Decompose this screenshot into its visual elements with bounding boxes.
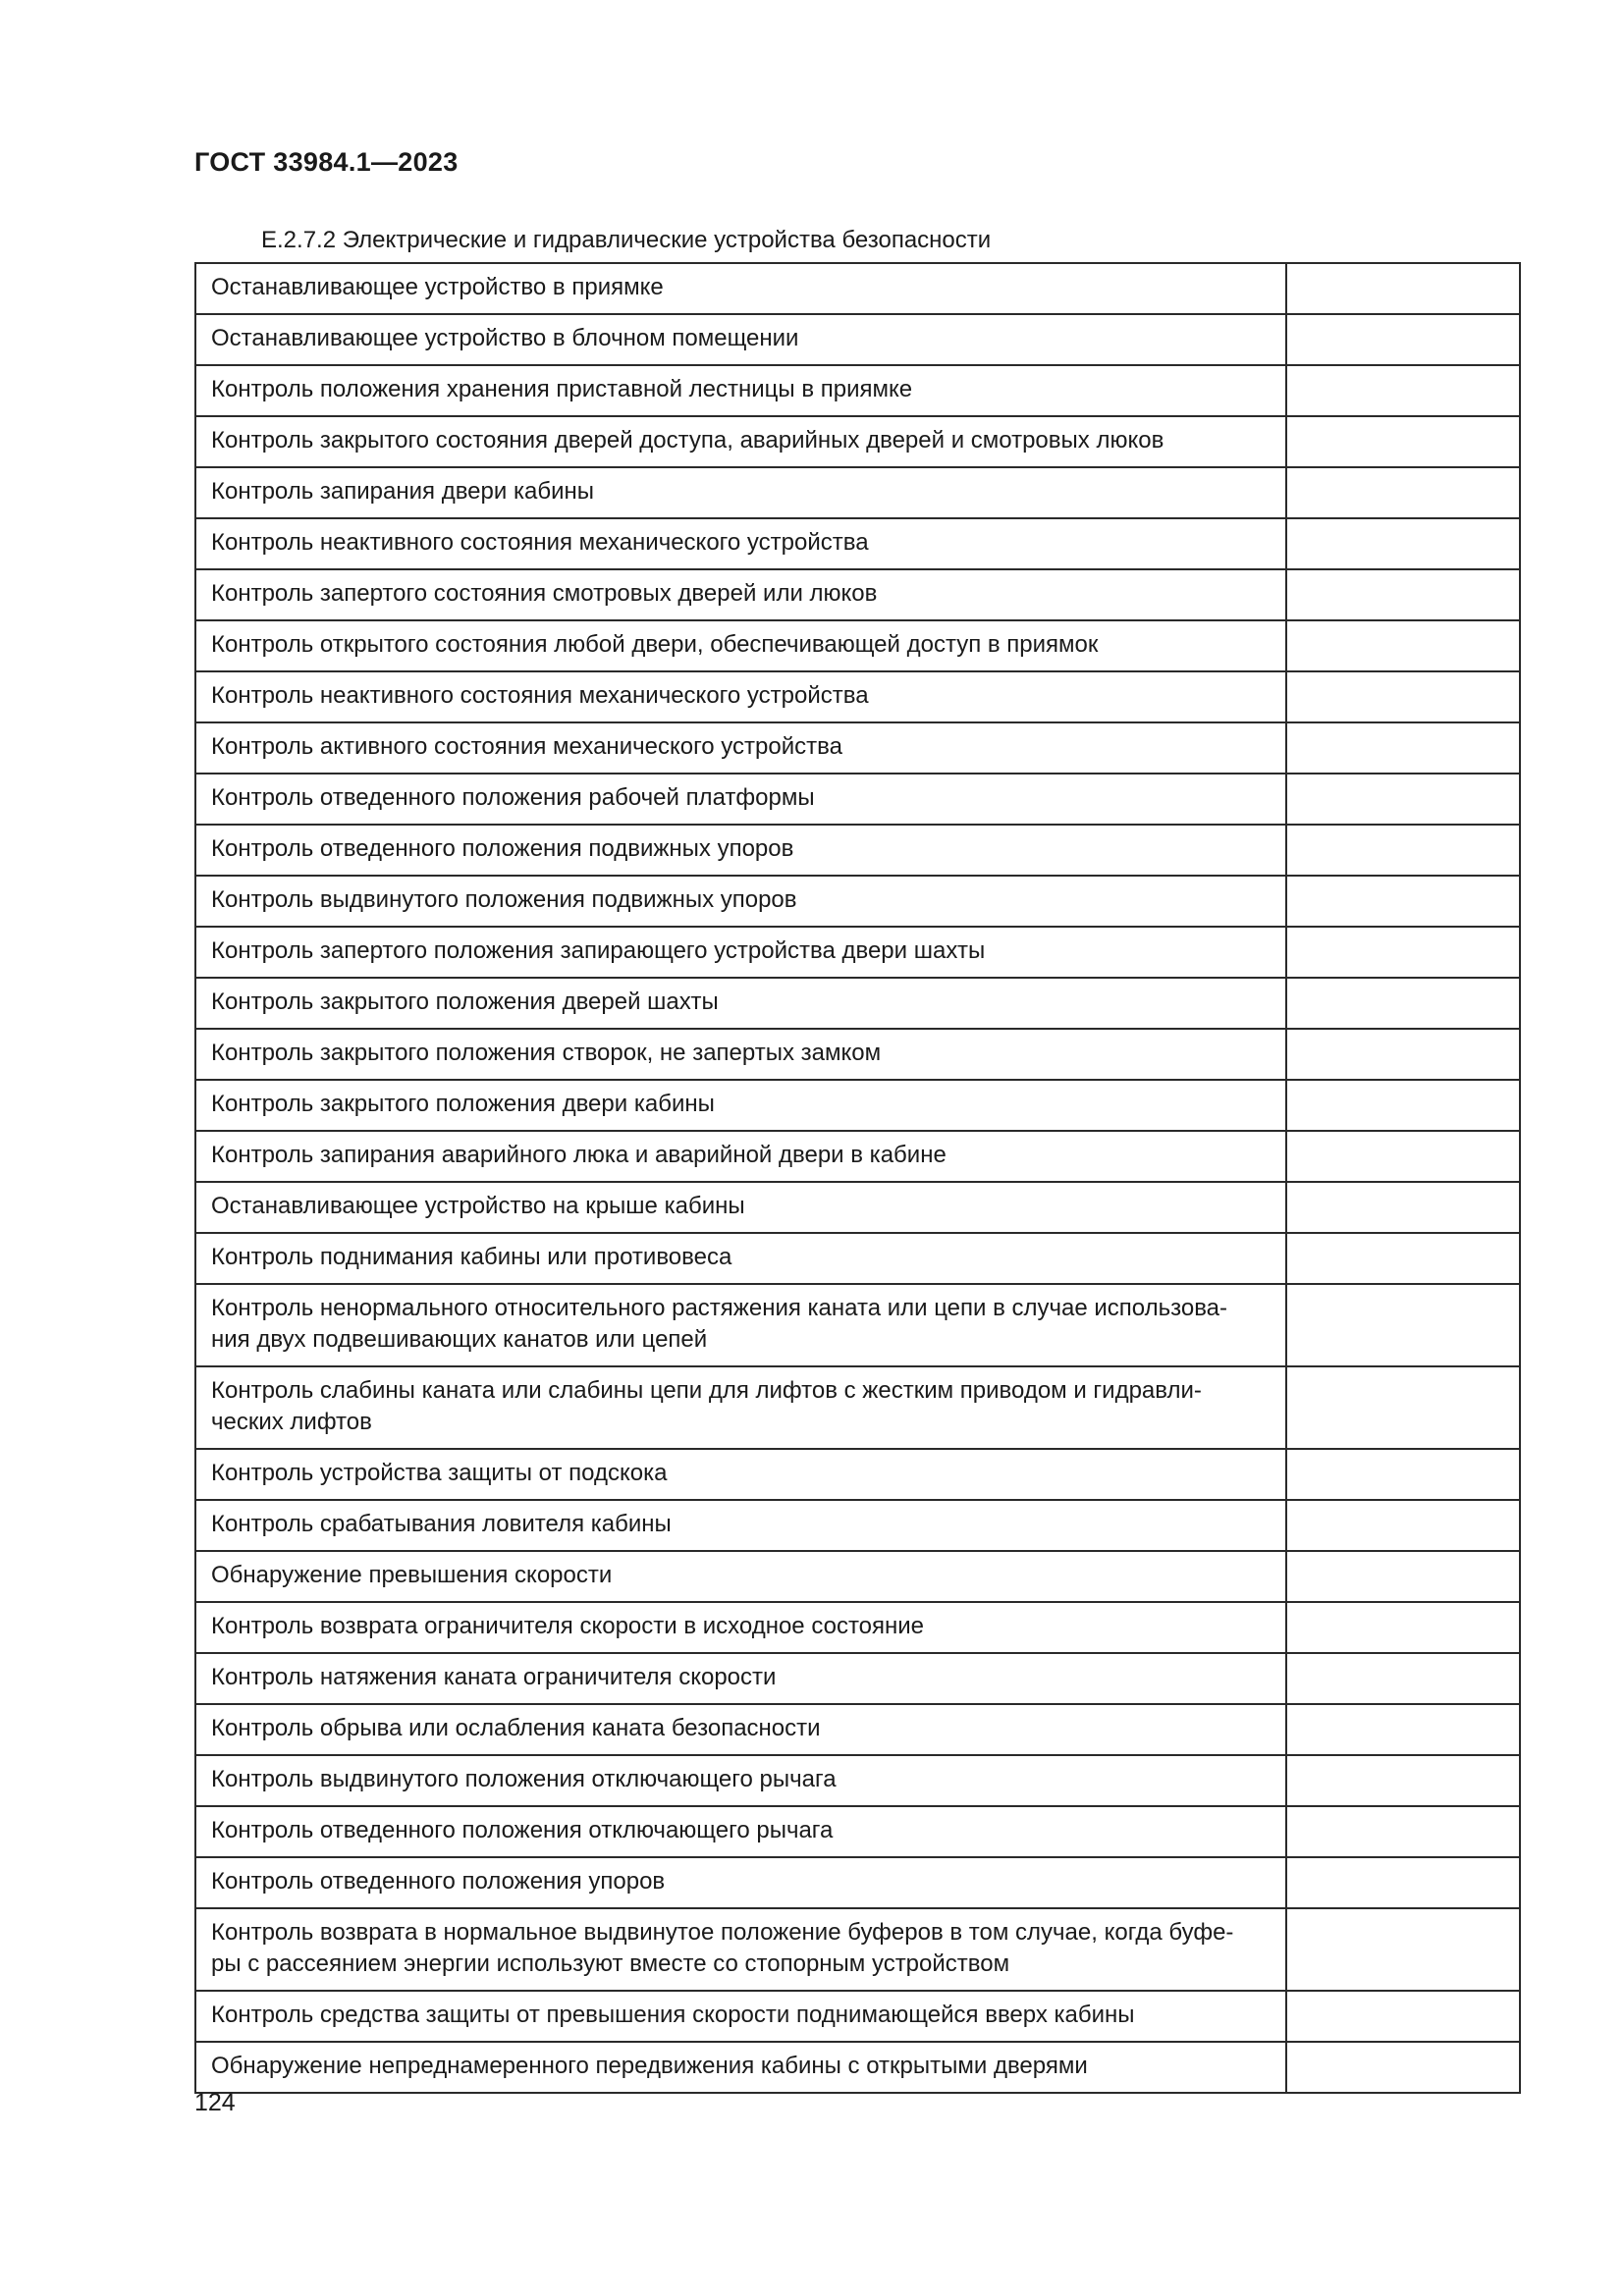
check-result-cell[interactable] (1286, 1182, 1520, 1233)
device-description-cell: Контроль активного состояния механического устройства (195, 722, 1286, 774)
check-result-cell[interactable] (1286, 416, 1520, 467)
device-description-cell: Контроль возврата в нормальное выдвинутое положение буферов в том случае, когда буфе- ры с рассеянием энергии используют вместе со стопорным устройством (195, 1908, 1286, 1991)
table-row (195, 1602, 1520, 1653)
device-description-cell: Контроль поднимания кабины или противовеса (195, 1233, 1286, 1284)
check-result-cell[interactable] (1286, 722, 1520, 774)
device-description-cell: Контроль запертого состояния смотровых дверей или люков (195, 569, 1286, 620)
table-row (195, 1284, 1520, 1366)
table-row (195, 1080, 1520, 1131)
table-row (195, 825, 1520, 876)
check-result-cell[interactable] (1286, 620, 1520, 671)
table-row (195, 1233, 1520, 1284)
table-row (195, 1755, 1520, 1806)
check-result-cell[interactable] (1286, 569, 1520, 620)
check-result-cell[interactable] (1286, 876, 1520, 927)
table-row (195, 1704, 1520, 1755)
check-result-cell[interactable] (1286, 1806, 1520, 1857)
check-result-cell[interactable] (1286, 518, 1520, 569)
document-standard-header: ГОСТ 33984.1—2023 (194, 147, 459, 177)
table-row (195, 518, 1520, 569)
check-result-cell[interactable] (1286, 1908, 1520, 1991)
check-result-cell[interactable] (1286, 671, 1520, 722)
device-description-cell: Контроль закрытого состояния дверей доступа, аварийных дверей и смотровых люков (195, 416, 1286, 467)
check-result-cell[interactable] (1286, 1029, 1520, 1080)
device-description-cell: Контроль положения хранения приставной лестницы в приямке (195, 365, 1286, 416)
device-description-cell: Контроль запирания аварийного люка и аварийной двери в кабине (195, 1131, 1286, 1182)
table-row (195, 569, 1520, 620)
table-row (195, 416, 1520, 467)
table-row (195, 978, 1520, 1029)
table-row (195, 314, 1520, 365)
device-description-cell: Контроль ненормального относительного растяжения каната или цепи в случае использова- ния двух подвешивающих канатов или цепей (195, 1284, 1286, 1366)
device-description-cell: Контроль средства защиты от превышения скорости поднимающейся вверх кабины (195, 1991, 1286, 2042)
check-result-cell[interactable] (1286, 314, 1520, 365)
check-result-cell[interactable] (1286, 2042, 1520, 2093)
check-result-cell[interactable] (1286, 978, 1520, 1029)
device-description-cell: Останавливающее устройство на крыше кабины (195, 1182, 1286, 1233)
device-description-cell: Контроль отведенного положения упоров (195, 1857, 1286, 1908)
device-description-cell: Контроль неактивного состояния механического устройства (195, 518, 1286, 569)
table-body (195, 263, 1520, 2093)
device-description-cell: Обнаружение непреднамеренного передвижения кабины с открытыми дверями (195, 2042, 1286, 2093)
device-description-cell: Контроль закрытого положения дверей шахты (195, 978, 1286, 1029)
device-description-cell: Контроль отведенного положения отключающего рычага (195, 1806, 1286, 1857)
table-row (195, 722, 1520, 774)
device-description-cell: Контроль слабины каната или слабины цепи для лифтов с жестким приводом и гидравли- ческих лифтов (195, 1366, 1286, 1449)
table-row (195, 1131, 1520, 1182)
device-description-cell: Контроль возврата ограничителя скорости в исходное состояние (195, 1602, 1286, 1653)
device-description-cell: Контроль отведенного положения подвижных упоров (195, 825, 1286, 876)
device-description-cell: Контроль срабатывания ловителя кабины (195, 1500, 1286, 1551)
check-result-cell[interactable] (1286, 1857, 1520, 1908)
check-result-cell[interactable] (1286, 1080, 1520, 1131)
device-description-cell: Контроль выдвинутого положения подвижных упоров (195, 876, 1286, 927)
device-description-cell: Контроль закрытого положения створок, не запертых замком (195, 1029, 1286, 1080)
device-description-cell: Обнаружение превышения скорости (195, 1551, 1286, 1602)
table-row (195, 1908, 1520, 1991)
safety-devices-table (194, 262, 1521, 2094)
table-row (195, 774, 1520, 825)
check-result-cell[interactable] (1286, 1500, 1520, 1551)
table-row (195, 1806, 1520, 1857)
table-row (195, 1029, 1520, 1080)
device-description-cell: Контроль обрыва или ослабления каната безопасности (195, 1704, 1286, 1755)
table-row (195, 671, 1520, 722)
check-result-cell[interactable] (1286, 1366, 1520, 1449)
check-result-cell[interactable] (1286, 1653, 1520, 1704)
device-description-cell: Контроль запертого положения запирающего устройства двери шахты (195, 927, 1286, 978)
section-caption: Е.2.7.2 Электрические и гидравлические устройства безопасности (261, 227, 992, 253)
device-description-cell: Контроль закрытого положения двери кабины (195, 1080, 1286, 1131)
table-row (195, 263, 1520, 314)
page-number: 124 (194, 2089, 236, 2116)
table-row (195, 365, 1520, 416)
check-result-cell[interactable] (1286, 927, 1520, 978)
table-row (195, 1182, 1520, 1233)
device-description-cell: Контроль натяжения каната ограничителя скорости (195, 1653, 1286, 1704)
table-row (195, 876, 1520, 927)
table-row (195, 1551, 1520, 1602)
table-row (195, 1991, 1520, 2042)
check-result-cell[interactable] (1286, 1449, 1520, 1500)
check-result-cell[interactable] (1286, 467, 1520, 518)
device-description-cell: Контроль запирания двери кабины (195, 467, 1286, 518)
device-description-cell: Контроль выдвинутого положения отключающего рычага (195, 1755, 1286, 1806)
device-description-cell: Контроль открытого состояния любой двери, обеспечивающей доступ в приямок (195, 620, 1286, 671)
table-row (195, 1366, 1520, 1449)
table-row (195, 1449, 1520, 1500)
table-row (195, 2042, 1520, 2093)
check-result-cell[interactable] (1286, 825, 1520, 876)
table-row (195, 467, 1520, 518)
table-row (195, 1500, 1520, 1551)
check-result-cell[interactable] (1286, 774, 1520, 825)
check-result-cell[interactable] (1286, 365, 1520, 416)
device-description-cell: Останавливающее устройство в блочном помещении (195, 314, 1286, 365)
check-result-cell[interactable] (1286, 1755, 1520, 1806)
device-description-cell: Контроль устройства защиты от подскока (195, 1449, 1286, 1500)
check-result-cell[interactable] (1286, 1284, 1520, 1366)
check-result-cell[interactable] (1286, 263, 1520, 314)
device-description-cell: Контроль неактивного состояния механического устройства (195, 671, 1286, 722)
check-result-cell[interactable] (1286, 1233, 1520, 1284)
table-row (195, 927, 1520, 978)
check-result-cell[interactable] (1286, 1131, 1520, 1182)
check-result-cell[interactable] (1286, 1551, 1520, 1602)
table-row (195, 1653, 1520, 1704)
check-result-cell[interactable] (1286, 1602, 1520, 1653)
table-row (195, 1857, 1520, 1908)
device-description-cell: Контроль отведенного положения рабочей платформы (195, 774, 1286, 825)
table-row (195, 620, 1520, 671)
check-result-cell[interactable] (1286, 1704, 1520, 1755)
device-description-cell: Останавливающее устройство в приямке (195, 263, 1286, 314)
check-result-cell[interactable] (1286, 1991, 1520, 2042)
